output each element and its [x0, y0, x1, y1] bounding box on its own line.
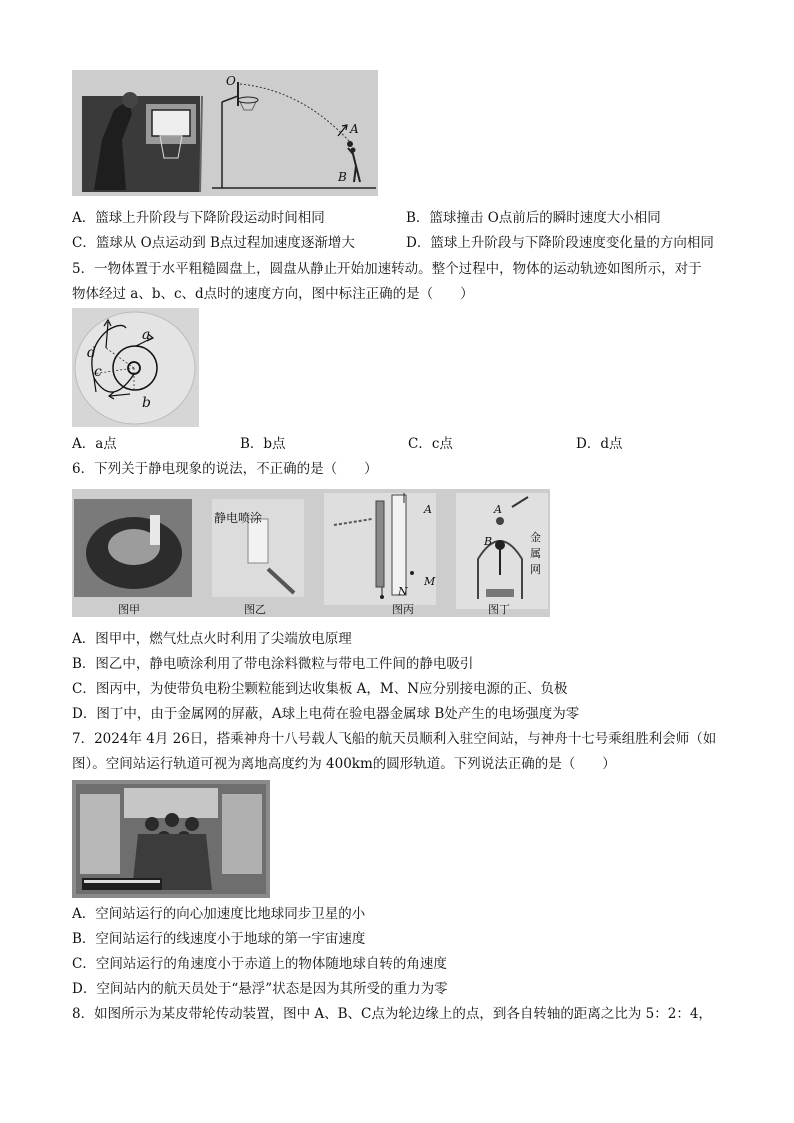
disc-label-b: b [142, 395, 151, 411]
ding-label-a: A [494, 503, 502, 516]
figure-label-a: A [350, 122, 359, 136]
disc-label-c: c [94, 364, 102, 380]
spray-label: 静电喷涂 [214, 511, 263, 525]
q4-option-b[interactable]: B．篮球撞击 O点前后的瞬时速度大小相同 [406, 210, 661, 226]
ding-label-net-2: 属 [530, 547, 541, 560]
bing-label-m: M [424, 575, 436, 588]
q4-options-row-1 [72, 209, 752, 227]
caption-bing: 图丙 [392, 603, 414, 616]
basketball-figure [72, 70, 378, 196]
q5-stem-line-1: 5．一物体置于水平粗糙圆盘上，圆盘从静止开始加速转动。整个过程中，物体的运动轨迹如图所示，对于 [72, 261, 702, 277]
q7-option-d[interactable]: D．空间站内的航天员处于“悬浮”状态是因为其所受的重力为零 [72, 981, 448, 997]
disc-figure [72, 308, 199, 427]
space-station-photo-drawing [72, 780, 270, 898]
space-station-photo [72, 780, 270, 898]
q7-stem-line-1: 7．2024年 4月 26日，搭乘神舟十八号载人飞船的航天员顺利入驻空间站，与神舟十七号乘组胜利会师（如 [72, 731, 717, 747]
disc-label-a: a [142, 327, 151, 343]
basketball-figure-drawing [72, 70, 378, 196]
q4-option-c[interactable]: C．篮球从 O点运动到 B点过程加速度逐渐增大 [72, 235, 355, 251]
q6-option-a[interactable]: A．图甲中，燃气灶点火时利用了尖端放电原理 [72, 631, 352, 647]
figure-label-o: O [226, 74, 236, 88]
q5-stem-line-2: 物体经过 a、b、c、d点时的速度方向，图中标注正确的是（ ） [72, 286, 474, 302]
caption-ding: 图丁 [488, 603, 510, 616]
q7-option-c[interactable]: C．空间站运行的角速度小于赤道上的物体随地球自转的角速度 [72, 956, 447, 972]
q5-option-c[interactable]: C．c点 [408, 436, 453, 452]
q6-option-b[interactable]: B．图乙中，静电喷涂利用了带电涂料微粒与带电工件间的静电吸引 [72, 656, 474, 672]
ding-label-net-3: 网 [530, 563, 541, 576]
q4-option-d[interactable]: D．篮球上升阶段与下降阶段速度变化量的方向相同 [406, 235, 714, 251]
bing-label-n: N [398, 585, 408, 598]
disc-figure-drawing [72, 308, 199, 427]
q4-option-a[interactable]: A．篮球上升阶段与下降阶段运动时间相同 [72, 210, 325, 226]
q5-option-a[interactable]: A．a点 [72, 436, 117, 452]
q6-option-d[interactable]: D．图丁中，由于金属网的屏蔽，A球上电荷在验电器金属球 B处产生的电场强度为零 [72, 706, 580, 722]
q6-stem: 6．下列关于静电现象的说法，不正确的是（ ） [72, 461, 378, 477]
q5-option-d[interactable]: D．d点 [576, 436, 623, 452]
figure-label-b: B [338, 170, 347, 184]
electrostatics-figure-drawing [72, 489, 550, 617]
caption-jia: 图甲 [118, 603, 140, 616]
q7-stem-line-2: 图）。空间站运行轨道可视为离地高度约为 400km的圆形轨道。下列说法正确的是（ ） [72, 756, 616, 772]
q6-option-c[interactable]: C．图丙中，为使带负电粉尘颗粒能到达收集板 A，M、N应分别接电源的正、负极 [72, 681, 568, 697]
q7-option-b[interactable]: B．空间站运行的线速度小于地球的第一宇宙速度 [72, 931, 366, 947]
q7-option-a[interactable]: A．空间站运行的向心加速度比地球同步卫星的小 [72, 906, 366, 922]
ding-label-net-1: 金 [530, 531, 541, 544]
ding-label-b: B [484, 535, 493, 548]
q8-stem-line-1: 8．如图所示为某皮带轮传动装置，图中 A、B、C点为轮边缘上的点，到各自转轴的距离之比为 5：2：4， [72, 1006, 712, 1022]
electrostatics-figure [72, 489, 550, 617]
caption-yi: 图乙 [244, 603, 266, 616]
disc-label-d: d [87, 345, 96, 361]
q4-options-row-2 [72, 234, 752, 252]
q5-option-b[interactable]: B．b点 [240, 436, 286, 452]
bing-label-a: A [424, 503, 432, 516]
q5-options-row [72, 435, 752, 453]
